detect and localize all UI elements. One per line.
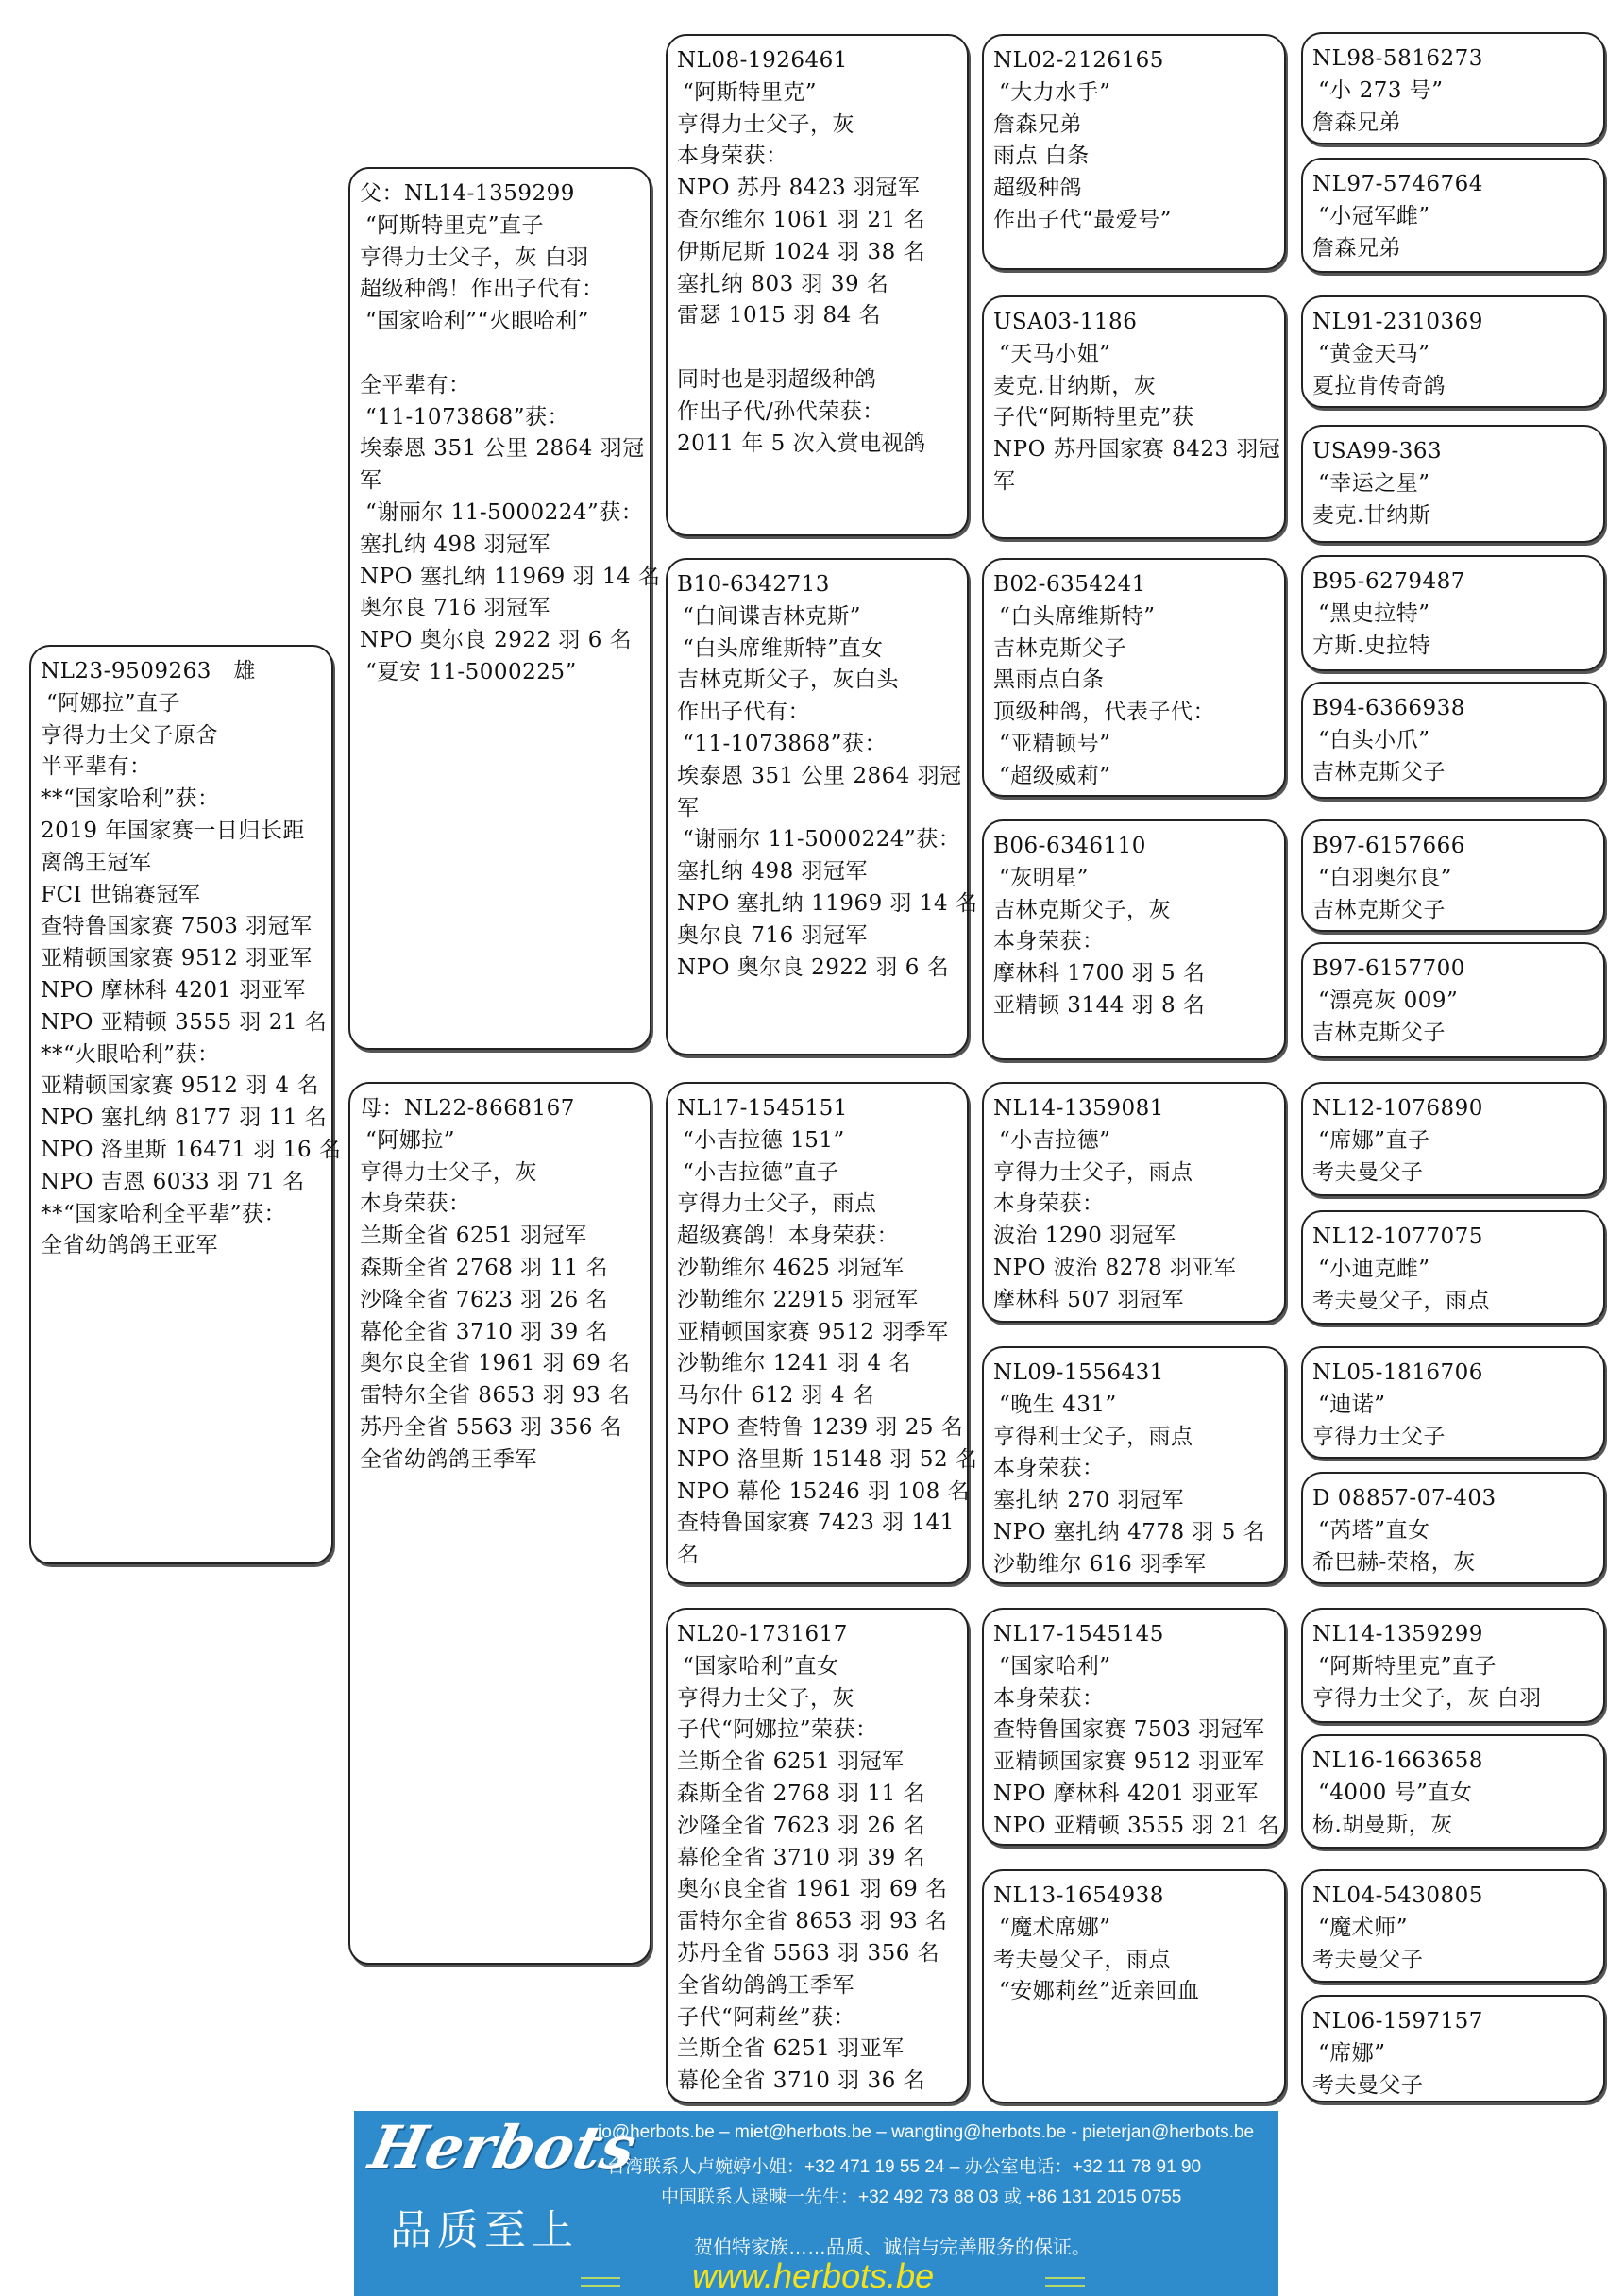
- card-text-line: 幕伦全省 3710 羽 39 名: [360, 1319, 609, 1344]
- pedigree-card-g-g-grandparent: [1301, 1869, 1605, 1983]
- pedigree-card-g-g-grandparent: [1301, 1082, 1605, 1196]
- card-text-line: 2019 年国家赛一日归长距: [41, 818, 305, 843]
- card-text-line: “大力水手”: [999, 79, 1111, 105]
- card-text-line: 杨.胡曼斯，灰: [1312, 1812, 1453, 1837]
- card-text-line: NPO 塞扎纳 8177 羽 11 名: [41, 1106, 328, 1131]
- divider-left: [581, 2277, 620, 2287]
- card-text-line: 雷特尔全省 8653 羽 93 名: [677, 1909, 948, 1934]
- ring-number: NL97-5746764: [1312, 172, 1483, 196]
- card-text-line: 超级种鸽！作出子代有：: [360, 277, 604, 302]
- card-text-line: NPO 塞扎纳 11969 羽 14 名: [677, 890, 978, 916]
- card-text-line: 考夫曼父子: [1312, 1159, 1424, 1185]
- card-text-line: 奥尔良 716 羽冠军: [360, 596, 551, 621]
- ring-number: NL17-1545151: [677, 1096, 848, 1121]
- card-text-line: 查特鲁国家赛 7503 羽冠军: [993, 1717, 1265, 1743]
- card-text-line: “11-1073868”获：: [365, 404, 569, 430]
- pedigree-card-g-g-grandparent: [1301, 1210, 1605, 1325]
- card-text-line: “天马小姐”: [999, 341, 1111, 366]
- card-text-line: 亨得力士父子，灰: [360, 1159, 537, 1185]
- card-text-line: 奥尔良全省 1961 羽 69 名: [360, 1351, 631, 1376]
- card-text-line: 奥尔良全省 1961 羽 69 名: [677, 1877, 948, 1902]
- card-text-line: NPO 亚精顿 3555 羽 21 名: [41, 1009, 328, 1035]
- pedigree-card-g-g-grandparent: [1301, 1472, 1605, 1584]
- card-text-line: “谢丽尔 11-5000224”获：: [683, 827, 961, 853]
- card-text-line: 詹森兄弟: [1312, 110, 1401, 135]
- card-text-line: [677, 332, 959, 364]
- pedigree-card-g-g-grandparent: [1301, 425, 1605, 543]
- card-text-line: “阿娜拉”: [365, 1127, 456, 1153]
- ring-number: NL23-9509263 雄: [41, 659, 256, 684]
- card-text-line: “谢丽尔 11-5000224”获：: [365, 499, 644, 525]
- pedigree-card-subject: [29, 645, 342, 1564]
- card-text-line: NPO 亚精顿 3555 羽 21 名: [993, 1813, 1280, 1838]
- card-text-line: 顶级种鸽，代表子代：: [993, 700, 1215, 725]
- card-text-line: “白头席维斯特”直女: [683, 635, 884, 661]
- card-text-line: 离鸽王冠军: [41, 850, 152, 875]
- card-text-line: 埃泰恩 351 公里 2864 羽冠: [677, 763, 962, 788]
- card-text-line: 塞扎纳 270 羽冠军: [993, 1488, 1185, 1513]
- pedigree-card-great-grandparent: [982, 34, 1286, 270]
- card-text-line: “白头席维斯特”: [999, 603, 1156, 629]
- taiwan-contact: 台湾联系人卢婉婷小姐：+32 471 19 55 24 – 办公室电话：+32 11 78 91 90: [607, 2157, 1202, 2177]
- card-text-line: “阿斯特里克”直子: [1318, 1653, 1497, 1679]
- card-text-line: NPO 查特鲁 1239 羽 25 名: [677, 1414, 964, 1440]
- card-text-line: 子代“阿莉丝”获：: [677, 2004, 856, 2030]
- card-text-line: 摩林科 1700 羽 5 名: [993, 961, 1206, 987]
- china-contact: 中国联系人逯暕一先生：+32 492 73 88 03 或 +86 131 2015 0755: [661, 2187, 1182, 2207]
- card-text-line: 马尔什 612 羽 4 名: [677, 1383, 875, 1409]
- ring-number: NL16-1663658: [1312, 1748, 1483, 1773]
- card-text-line: 本身荣获：: [677, 144, 788, 169]
- card-text-line: 苏丹全省 5563 羽 356 名: [360, 1414, 623, 1440]
- card-text-line: 麦克.甘纳斯，灰: [993, 373, 1157, 398]
- card-text-line: 亨得力士父子，雨点: [993, 1159, 1193, 1185]
- card-text-line: **“国家哈利全平辈”获：: [41, 1201, 287, 1226]
- card-text-line: “阿斯特里克”直子: [365, 212, 545, 238]
- ring-number: NL09-1556431: [993, 1360, 1164, 1385]
- card-text-line: NPO 塞扎纳 4778 羽 5 名: [993, 1519, 1266, 1545]
- slogan: 品质至上: [390, 2206, 579, 2254]
- ring-number: NL08-1926461: [677, 48, 848, 73]
- card-text-line: 埃泰恩 351 公里 2864 羽冠: [360, 436, 645, 462]
- pedigree-card-great-grandparent: [982, 1082, 1286, 1323]
- card-text-line: 兰斯全省 6251 羽亚军: [677, 2036, 905, 2062]
- card-text-line: 沙勒维尔 616 羽季军: [993, 1551, 1207, 1577]
- card-text-line: 查特鲁国家赛 7503 羽冠军: [41, 914, 313, 939]
- card-text-line: 吉林克斯父子: [1312, 1020, 1446, 1045]
- card-text-line: “白间谍吉林克斯”: [683, 603, 862, 629]
- pedigree-card-great-grandparent: [982, 1608, 1286, 1846]
- pedigree-card-grandparent: [666, 34, 969, 536]
- ring-number: NL05-1816706: [1312, 1360, 1483, 1385]
- card-text-line: NPO 波治 8278 羽亚军: [993, 1255, 1237, 1280]
- card-text-line: 森斯全省 2768 羽 11 名: [677, 1781, 926, 1806]
- card-text-line: NPO 苏丹 8423 羽冠军: [677, 176, 921, 201]
- card-text-line: 亨得力士父子，灰: [677, 1685, 854, 1711]
- pedigree-card-grandparent: [666, 558, 978, 1055]
- pedigree-card-dam: [348, 1082, 651, 1965]
- card-text-line: 全平辈有：: [360, 372, 471, 397]
- card-text-line: “黄金天马”: [1318, 341, 1430, 366]
- card-text-line: FCI 世锦赛冠军: [41, 882, 201, 907]
- card-text-line: “阿娜拉”直子: [46, 690, 181, 716]
- card-text-line: 亚精顿国家赛 9512 羽亚军: [993, 1749, 1265, 1775]
- card-text-line: “阿斯特里克”: [683, 79, 818, 105]
- card-text-line: NPO 洛里斯 16471 羽 16 名: [41, 1137, 342, 1162]
- pedigree-card-sire: [348, 167, 661, 1050]
- card-text-line: 本身荣获：: [993, 1456, 1105, 1481]
- card-text-line: 沙勒维尔 1241 羽 4 名: [677, 1351, 911, 1376]
- card-text-line: “小冠军雌”: [1318, 203, 1430, 228]
- card-text-line: “夏安 11-5000225”: [365, 659, 577, 684]
- card-text-line: 考夫曼父子，雨点: [993, 1947, 1171, 1972]
- card-text-line: 本身荣获：: [993, 929, 1105, 954]
- card-text-line: “安娜莉丝”近亲回血: [999, 1979, 1200, 2004]
- card-text-line: 黑雨点白条: [993, 667, 1105, 693]
- card-text-line: “小迪克雌”: [1318, 1256, 1430, 1281]
- pedigree-card-g-g-grandparent: [1301, 1608, 1605, 1723]
- card-text-line: 考夫曼父子: [1312, 1947, 1424, 1972]
- card-text-line: 查尔维尔 1061 羽 21 名: [677, 207, 926, 232]
- card-text-line: “国家哈利”: [999, 1653, 1111, 1679]
- card-text-line: 方斯.史拉特: [1312, 633, 1431, 658]
- card-text-line: 亨得力士父子，灰 白羽: [360, 245, 589, 270]
- card-text-line: 吉林克斯父子: [1312, 759, 1446, 785]
- pedigree-card-grandparent: [666, 1082, 978, 1584]
- card-text-line: “小 273 号”: [1318, 77, 1444, 103]
- card-text-line: “席娜”直子: [1318, 1127, 1430, 1153]
- ring-number: NL04-5430805: [1312, 1883, 1483, 1908]
- pedigree-card-g-g-grandparent: [1301, 819, 1605, 932]
- card-text-line: 奥尔良 716 羽冠军: [677, 922, 869, 948]
- card-text-line: **“国家哈利”获：: [41, 786, 220, 812]
- card-text-line: “小吉拉德”: [999, 1127, 1111, 1153]
- card-text-line: 查特鲁国家赛 7423 羽 141: [677, 1511, 955, 1536]
- card-text-line: “幸运之星”: [1318, 470, 1430, 496]
- ring-number: B02-6354241: [993, 572, 1146, 597]
- card-text-line: 军: [677, 795, 700, 820]
- card-text-line: 吉林克斯父子: [993, 635, 1126, 661]
- card-text-line: 幕伦全省 3710 羽 39 名: [677, 1845, 926, 1870]
- card-text-line: 亨得力士父子原舍: [41, 722, 218, 748]
- card-text-line: “黑史拉特”: [1318, 600, 1430, 626]
- card-text-line: NPO 洛里斯 15148 羽 52 名: [677, 1446, 978, 1472]
- pedigree-card-g-g-grandparent: [1301, 682, 1605, 799]
- pedigree-card-g-g-grandparent: [1301, 32, 1605, 144]
- card-text-line: 亚精顿 3144 羽 8 名: [993, 992, 1206, 1018]
- card-text-line: 考夫曼父子，雨点: [1312, 1288, 1490, 1313]
- card-text-line: 同时也是羽超级种鸽: [677, 366, 877, 392]
- card-text-line: 麦克.甘纳斯: [1312, 502, 1431, 528]
- card-text-line: 雨点 白条: [993, 144, 1090, 169]
- ring-number: B95-6279487: [1312, 569, 1465, 594]
- card-text-line: “魔术席娜”: [999, 1915, 1111, 1940]
- card-text-line: 雷特尔全省 8653 羽 93 名: [360, 1383, 631, 1409]
- card-text-line: 亨得力士父子，灰: [677, 111, 854, 137]
- pedigree-card-great-grandparent: [982, 1346, 1286, 1584]
- divider-right: [1045, 2277, 1085, 2287]
- ring-number: NL12-1077075: [1312, 1224, 1483, 1249]
- ring-number: D 08857-07-403: [1312, 1486, 1497, 1511]
- card-text-line: “11-1073868”获：: [683, 731, 887, 756]
- card-text-line: 沙勒维尔 4625 羽冠军: [677, 1255, 905, 1280]
- ring-number: NL20-1731617: [677, 1622, 848, 1646]
- card-text-line: 半平辈有：: [41, 754, 152, 780]
- card-text-line: 本身荣获：: [993, 1191, 1105, 1217]
- website-link[interactable]: www.herbots.be: [692, 2256, 935, 2295]
- card-text-line: 亨得力士父子，雨点: [677, 1191, 877, 1217]
- card-text-line: NPO 摩林科 4201 羽亚军: [993, 1781, 1259, 1806]
- card-text-line: 詹森兄弟: [1312, 235, 1401, 261]
- card-text-line: “4000 号”直女: [1318, 1780, 1473, 1805]
- card-text-line: NPO 摩林科 4201 羽亚军: [41, 977, 306, 1003]
- card-text-line: NPO 奥尔良 2922 羽 6 名: [677, 954, 950, 980]
- card-text-line: 军: [360, 468, 382, 494]
- card-text-line: 全省幼鸽鸽王季军: [360, 1446, 537, 1472]
- card-text-line: 摩林科 507 羽冠军: [993, 1287, 1185, 1312]
- card-text-line: 塞扎纳 803 羽 39 名: [677, 271, 889, 296]
- card-text-line: 亚精顿国家赛 9512 羽 4 名: [41, 1073, 319, 1099]
- card-text-line: 亨得力士父子: [1312, 1424, 1446, 1449]
- card-text-line: 超级赛鸽！本身荣获：: [677, 1224, 899, 1249]
- ring-number: NL91-2310369: [1312, 310, 1483, 334]
- pedigree-card-g-g-grandparent: [1301, 555, 1605, 671]
- pedigree-card-great-grandparent: [982, 295, 1286, 539]
- ring-number: NL14-1359299: [1312, 1622, 1483, 1646]
- card-text-line: 2011 年 5 次入赏电视鸽: [677, 430, 926, 456]
- card-text-line: 苏丹全省 5563 羽 356 名: [677, 1940, 940, 1966]
- card-text-line: NPO 幕伦 15246 羽 108 名: [677, 1478, 971, 1504]
- card-text-line: 沙隆全省 7623 羽 26 名: [677, 1813, 926, 1838]
- card-text-line: “亚精顿号”: [999, 731, 1111, 756]
- card-text-line: “魔术师”: [1318, 1915, 1409, 1940]
- card-text-line: 森斯全省 2768 羽 11 名: [360, 1255, 609, 1280]
- pedigree-card-g-g-grandparent: [1301, 1346, 1605, 1459]
- card-text-line: 考夫曼父子: [1312, 2072, 1424, 2098]
- pedigree-card-great-grandparent: [982, 819, 1286, 1060]
- card-text-line: 吉林克斯父子，灰白头: [677, 667, 899, 693]
- card-text-line: 吉林克斯父子，灰: [993, 897, 1171, 922]
- card-text-line: 塞扎纳 498 羽冠军: [677, 859, 869, 885]
- card-text-line: [360, 338, 642, 370]
- pedigree-card-g-g-grandparent: [1301, 158, 1605, 273]
- card-text-line: “晚生 431”: [999, 1392, 1117, 1417]
- card-text-line: “国家哈利”直女: [683, 1653, 839, 1679]
- motto: 贺伯特家族……品质、诚信与完善服务的保证。: [694, 2237, 1091, 2258]
- card-text-line: 沙勒维尔 22915 羽冠军: [677, 1287, 919, 1312]
- card-text-line: 吉林克斯父子: [1312, 897, 1446, 922]
- pedigree-card-g-g-grandparent: [1301, 942, 1605, 1058]
- card-text-line: “超级威莉”: [999, 763, 1111, 788]
- card-text-line: 作出子代有：: [677, 700, 810, 725]
- herbots-logo: Herbots: [364, 2113, 642, 2182]
- card-text-line: 本身荣获：: [993, 1685, 1105, 1711]
- ring-number: NL12-1076890: [1312, 1096, 1483, 1121]
- card-text-line: 兰斯全省 6251 羽冠军: [677, 1749, 905, 1775]
- pedigree-card-great-grandparent: [982, 558, 1286, 797]
- card-text-line: **“火眼哈利”获：: [41, 1041, 220, 1067]
- card-text-line: “白头小爪”: [1318, 727, 1430, 752]
- ring-number: NL98-5816273: [1312, 46, 1483, 71]
- ring-number: B97-6157700: [1312, 956, 1465, 981]
- card-text-line: “小吉拉德 151”: [683, 1127, 845, 1153]
- card-text-line: “国家哈利”“火眼哈利”: [365, 309, 590, 334]
- footer-banner: [354, 2111, 1278, 2296]
- pedigree-card-g-g-grandparent: [1301, 295, 1605, 408]
- ring-number: B94-6366938: [1312, 696, 1465, 720]
- ring-number: 母：NL22-8668167: [360, 1096, 575, 1121]
- card-text-line: NPO 吉恩 6033 羽 71 名: [41, 1169, 305, 1194]
- ring-number: NL17-1545145: [993, 1622, 1164, 1646]
- card-text-line: 沙隆全省 7623 羽 26 名: [360, 1287, 609, 1312]
- card-text-line: NPO 苏丹国家赛 8423 羽冠: [993, 437, 1281, 463]
- pedigree-card-g-g-grandparent: [1301, 1995, 1605, 2102]
- card-text-line: 亨得利士父子，雨点: [993, 1424, 1193, 1449]
- ring-number: 父：NL14-1359299: [360, 181, 575, 206]
- card-text-line: 雷瑟 1015 羽 84 名: [677, 303, 882, 329]
- ring-number: NL13-1654938: [993, 1883, 1164, 1908]
- ring-number: B06-6346110: [993, 834, 1146, 858]
- card-text-line: 波治 1290 羽冠军: [993, 1224, 1176, 1249]
- card-text-line: 本身荣获：: [360, 1191, 471, 1217]
- card-text-line: “漂亮灰 009”: [1318, 988, 1459, 1013]
- ring-number: USA03-1186: [993, 310, 1138, 334]
- card-text-line: 詹森兄弟: [993, 111, 1082, 137]
- card-text-line: 兰斯全省 6251 羽冠军: [360, 1224, 587, 1249]
- ring-number: NL06-1597157: [1312, 2009, 1483, 2034]
- card-text-line: 作出子代/孙代荣获：: [677, 398, 885, 424]
- card-text-line: “席娜”: [1318, 2040, 1386, 2066]
- card-text-line: 夏拉肯传奇鸽: [1312, 373, 1446, 398]
- card-text-line: “灰明星”: [999, 865, 1090, 890]
- ring-number: NL14-1359081: [993, 1096, 1164, 1121]
- card-text-line: 亚精顿国家赛 9512 羽季军: [677, 1319, 949, 1344]
- card-text-line: NPO 塞扎纳 11969 羽 14 名: [360, 564, 661, 589]
- ring-number: USA99-363: [1312, 439, 1443, 464]
- card-text-line: 全省幼鸽鸽王亚军: [41, 1233, 218, 1258]
- ring-number: B10-6342713: [677, 572, 830, 597]
- card-text-line: 亚精顿国家赛 9512 羽亚军: [41, 946, 313, 971]
- card-text-line: 子代“阿娜拉”荣获：: [677, 1717, 878, 1743]
- card-text-line: “芮塔”直女: [1318, 1517, 1430, 1543]
- card-text-line: 军: [993, 468, 1016, 494]
- card-text-line: 作出子代“最爱号”: [993, 207, 1173, 232]
- card-text-line: 希巴赫-荣格，灰: [1312, 1549, 1476, 1575]
- ring-number: B97-6157666: [1312, 834, 1465, 858]
- pedigree-card-g-g-grandparent: [1301, 1734, 1605, 1849]
- card-text-line: 亨得力士父子，灰 白羽: [1312, 1685, 1542, 1711]
- card-text-line: 超级种鸽: [993, 176, 1082, 201]
- card-text-line: “小吉拉德”直子: [683, 1159, 839, 1185]
- card-text-line: 全省幼鸽鸽王季军: [677, 1972, 854, 1998]
- card-text-line: 子代“阿斯特里克”获: [993, 405, 1194, 430]
- card-text-line: 幕伦全省 3710 羽 36 名: [677, 2068, 926, 2094]
- card-text-line: 塞扎纳 498 羽冠军: [360, 532, 551, 557]
- pedigree-card-great-grandparent: [982, 1869, 1286, 2103]
- pedigree-card-grandparent: [666, 1608, 969, 2103]
- card-text-line: 名: [677, 1543, 700, 1568]
- contact-emails[interactable]: jo@herbots.be – miet@herbots.be – wangting@herbots.be - pieterjan@herbots.be: [598, 2122, 1255, 2142]
- card-text-line: 伊斯尼斯 1024 羽 38 名: [677, 239, 926, 264]
- card-text-line: NPO 奥尔良 2922 羽 6 名: [360, 628, 633, 653]
- card-text-line: “迪诺”: [1318, 1392, 1386, 1417]
- card-text-line: “白羽奥尔良”: [1318, 865, 1453, 890]
- ring-number: NL02-2126165: [993, 48, 1164, 73]
